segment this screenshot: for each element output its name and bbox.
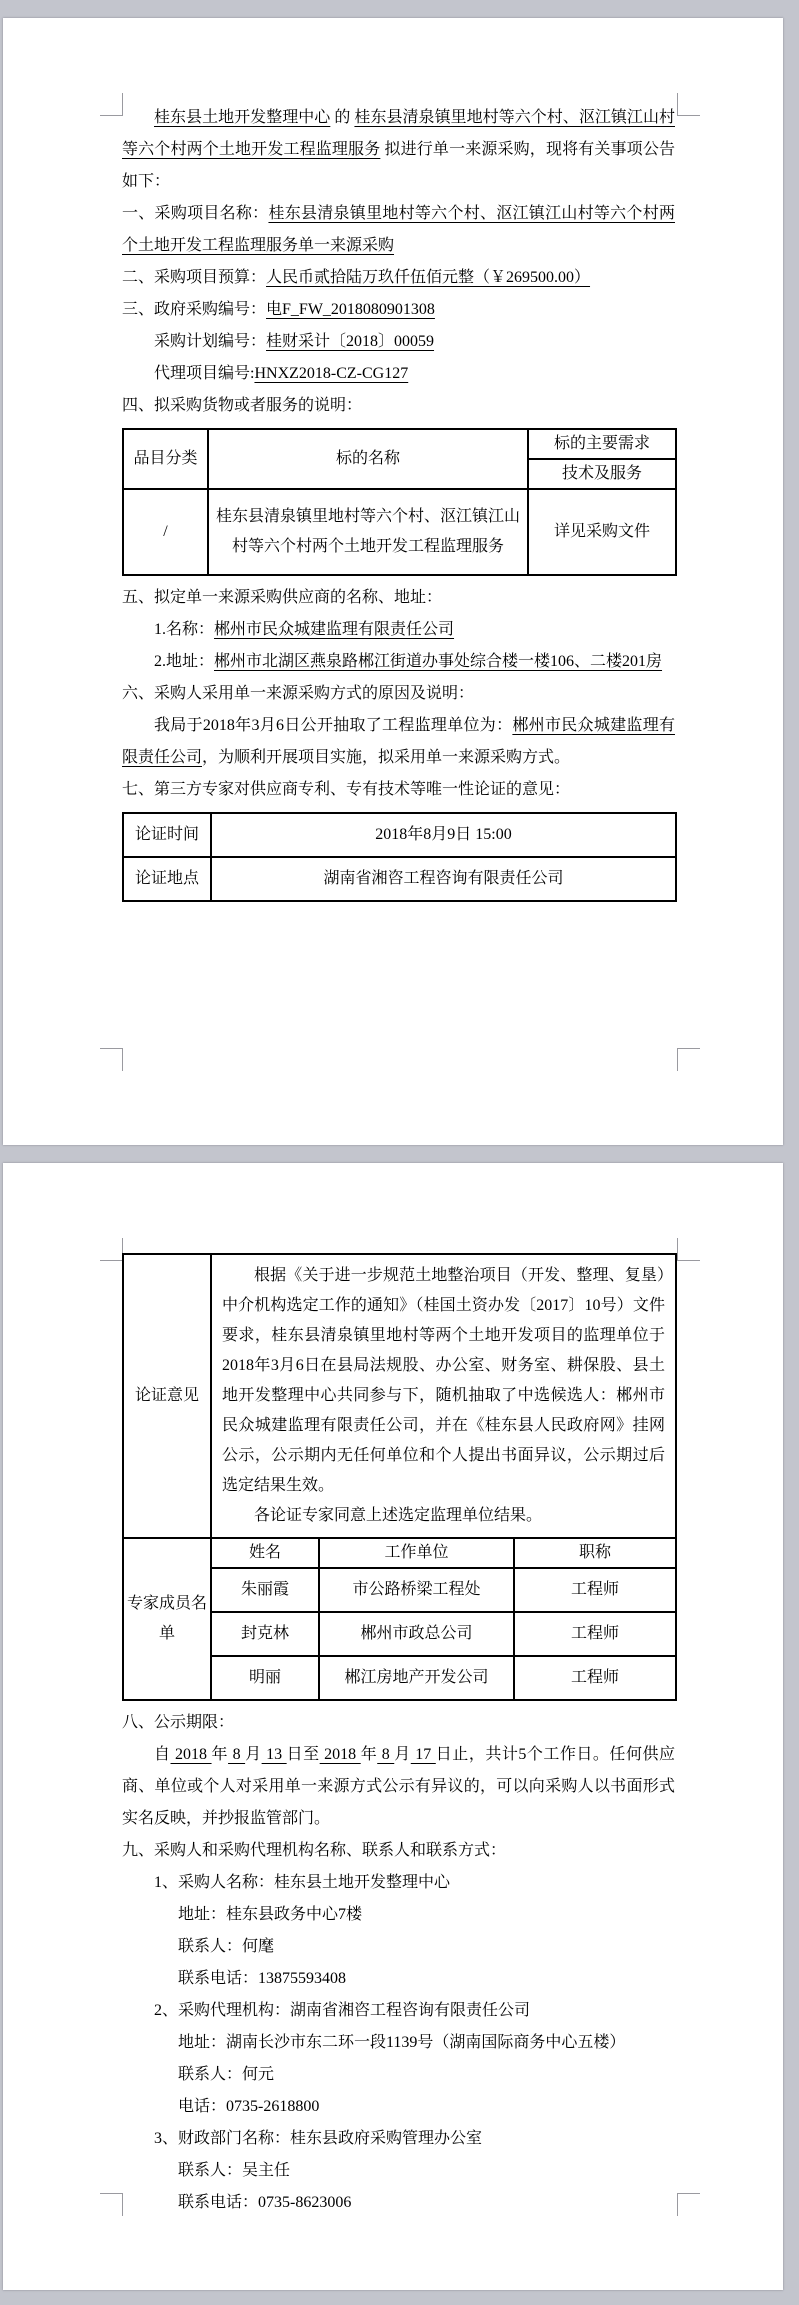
opinion-paragraph-1: 根据《关于进一步规范土地整治项目（开发、整理、复垦）中介机构选定工作的通知》（桂国土资办发〔2017〕10号）文件要求，桂东县清泉镇里地村等两个土地开发项目的监理单位于2018年3月6日在县局法规股、办公室、财务室、耕保股、县土地开发整理中心共同参与下，随机抽取了中选候选人：郴州市民众城建监理有限责任公司，并在《桂东县人民政府网》挂网公示，公示期内无任何单位和个人提出书面异议，公示期过后选定结果生效。: [222, 1267, 665, 1494]
supplier-name-label: 1.名称：: [154, 621, 215, 638]
intro-tail: 拟进行单一来源采购，现将有关事项公告如下：: [122, 141, 675, 190]
publicity-period-paragraph: [122, 1739, 675, 1835]
expert-name: 明丽: [211, 1656, 319, 1700]
cell-subject-name: 桂东县清泉镇里地村等六个村、沤江镇江山村等六个村两个土地开发工程监理服务: [208, 489, 528, 575]
section-2-label: 二、采购项目预算：: [122, 269, 267, 286]
margin-corner-mark: [100, 1238, 123, 1261]
supplier-name-value: 郴州市民众城建监理有限责任公司: [214, 621, 455, 638]
col-tech-service-header: 技术及服务: [528, 459, 676, 489]
section-2-value: 人民币贰拾陆万玖仟伍佰元整（￥269500.00）: [266, 269, 591, 286]
section-9-heading: 九、采购人和采购代理机构名称、联系人和联系方式：: [122, 1842, 507, 1859]
expert-name-header: 姓名: [211, 1538, 319, 1568]
agency-contact-line: 联系人：何元: [178, 2066, 275, 2083]
buyer-name-underlined: 桂东县土地开发整理中心: [154, 109, 331, 126]
reason-supplier-underlined: 郴州市民众城建监理有限责任公司: [122, 717, 675, 766]
plan-number-label: 采购计划编号：: [154, 333, 267, 350]
intro-paragraph: [122, 102, 675, 198]
section-6-heading: 六、采购人采用单一来源采购方式的原因及说明：: [122, 685, 475, 702]
margin-corner-mark: [677, 2193, 700, 2216]
date-underlined: 13: [261, 1746, 287, 1763]
margin-corner-mark: [677, 93, 700, 116]
plan-number-line: [122, 326, 675, 358]
text-segment: 日至: [286, 1746, 320, 1763]
date-underlined: 8: [377, 1746, 395, 1763]
margin-corner-mark: [677, 1238, 700, 1261]
expert-org: 市公路桥梁工程处: [319, 1568, 514, 1612]
col-requirement-header: 标的主要需求: [528, 429, 676, 459]
expert-opinion-table: [122, 1253, 677, 1701]
demo-time-value: 2018年8月9日 15:00: [211, 813, 676, 857]
table-row: [123, 813, 676, 857]
agency-number-label: 代理项目编号:: [154, 365, 255, 382]
page1-content: [122, 102, 675, 908]
demo-time-label: 论证时间: [123, 813, 211, 857]
buyer-name-line: 1、采购人名称：桂东县土地开发整理中心: [154, 1874, 451, 1891]
project-name-underlined: 桂东县清泉镇里地村等六个村、沤江镇江山村等六个村两个土地开发工程监理服务: [122, 109, 675, 158]
text-segment: 月: [394, 1746, 411, 1763]
agency-number-value: HNXZ2018-CZ-CG127: [254, 365, 409, 382]
supplier-address-value: 郴州市北湖区燕泉路郴江街道办事处综合楼一楼106、二楼201房: [214, 653, 663, 670]
supplier-name-line: [122, 614, 675, 646]
agency-number-line: [122, 358, 675, 390]
table-row: [123, 1538, 676, 1568]
expert-title: 工程师: [514, 1656, 676, 1700]
agency-phone-line: 电话：0735-2618800: [178, 2098, 320, 2115]
margin-corner-mark: [100, 2193, 123, 2216]
opinion-paragraph-2: 各论证专家同意上述选定监理单位结果。: [254, 1507, 543, 1524]
section-3-value: 电F_FW_2018080901308: [266, 301, 435, 318]
expert-title: 工程师: [514, 1612, 676, 1656]
expert-org: 郴江房地产开发公司: [319, 1656, 514, 1700]
date-underlined: 2018: [319, 1746, 361, 1763]
col-category-header: 品目分类: [123, 429, 208, 489]
expert-org-header: 工作单位: [319, 1538, 514, 1568]
margin-corner-mark: [100, 1048, 123, 1071]
table-row: [123, 857, 676, 901]
expert-org: 郴州市政总公司: [319, 1612, 514, 1656]
text-segment: 年: [211, 1746, 229, 1763]
section-7-heading: 七、第三方专家对供应商专利、专有技术等唯一性论证的意见：: [122, 781, 571, 798]
expert-name: 封克林: [211, 1612, 319, 1656]
section-4-heading: 四、拟采购货物或者服务的说明：: [122, 397, 363, 414]
section-3-procurement-no: [122, 294, 675, 326]
demonstration-table: [122, 812, 677, 902]
buyer-phone-line: 联系电话：13875593408: [178, 1970, 347, 1987]
experts-label: 专家成员名单: [123, 1538, 211, 1700]
agency-address-line: 地址：湖南长沙市东二环一段1139号（湖南国际商务中心五楼）: [178, 2034, 626, 2051]
document-page-2: [3, 1163, 783, 2290]
section-2-budget: [122, 262, 675, 294]
table-row: [123, 1254, 676, 1538]
finance-name-line: 3、财政部门名称：桂东县政府采购管理办公室: [154, 2130, 483, 2147]
expert-title: 工程师: [514, 1568, 676, 1612]
date-underlined: 17: [410, 1746, 436, 1763]
page2-content: [122, 1247, 675, 2219]
demo-place-value: 湖南省湘咨工程咨询有限责任公司: [211, 857, 676, 901]
expert-title-header: 职称: [514, 1538, 676, 1568]
procurement-items-table: [122, 428, 677, 576]
intro-connector: 的: [330, 109, 355, 126]
margin-corner-mark: [677, 1048, 700, 1071]
text-segment: 月: [245, 1746, 262, 1763]
col-subject-header: 标的名称: [208, 429, 528, 489]
section-8-heading: 八、公示期限：: [122, 1714, 235, 1731]
section-1-label: 一、采购项目名称：: [122, 205, 269, 222]
table-row: [123, 489, 676, 575]
supplier-address-label: 2.地址：: [154, 653, 215, 670]
section-5-heading: 五、拟定单一来源采购供应商的名称、地址：: [122, 589, 443, 606]
date-underlined: 2018: [170, 1746, 212, 1763]
text-segment: 日止，共计5个工作日。任何供应商、单位或个人对采用单一来源方式公示有异议的，可以向采购人以书面形式实名反映，并抄报监管部门。: [122, 1746, 675, 1827]
cell-requirement: 详见采购文件: [528, 489, 676, 575]
expert-name: 朱丽霞: [211, 1568, 319, 1612]
section-3-label: 三、政府采购编号：: [122, 301, 267, 318]
reason-paragraph: [122, 710, 675, 774]
margin-corner-mark: [100, 93, 123, 116]
document-page-1: [3, 18, 783, 1145]
finance-phone-line: 联系电话：0735-8623006: [178, 2194, 352, 2211]
text-segment: 年: [360, 1746, 378, 1763]
cell-category: /: [123, 489, 208, 575]
opinion-label: 论证意见: [123, 1254, 211, 1538]
buyer-contact-line: 联系人：何麾: [178, 1938, 275, 1955]
agency-name-line: 2、采购代理机构：湖南省湘咨工程咨询有限责任公司: [154, 2002, 531, 2019]
reason-tail: ，为顺利开展项目实施，拟采用单一来源采购方式。: [202, 749, 571, 766]
demo-place-label: 论证地点: [123, 857, 211, 901]
section-1-project-name: [122, 198, 675, 262]
buyer-address-line: 地址：桂东县政务中心7楼: [178, 1906, 363, 1923]
plan-number-value: 桂财采计〔2018〕00059: [266, 333, 435, 350]
supplier-address-line: [122, 646, 675, 678]
opinion-cell: [211, 1254, 676, 1538]
section-1-value: 桂东县清泉镇里地村等六个村、沤江镇江山村等六个村两个土地开发工程监理服务单一来源采购: [122, 205, 675, 254]
date-underlined: 8: [228, 1746, 246, 1763]
reason-lead: 我局于2018年3月6日公开抽取了工程监理单位为：: [154, 717, 513, 734]
text-segment: 自: [154, 1746, 171, 1763]
finance-contact-line: 联系人：吴主任: [178, 2162, 291, 2179]
